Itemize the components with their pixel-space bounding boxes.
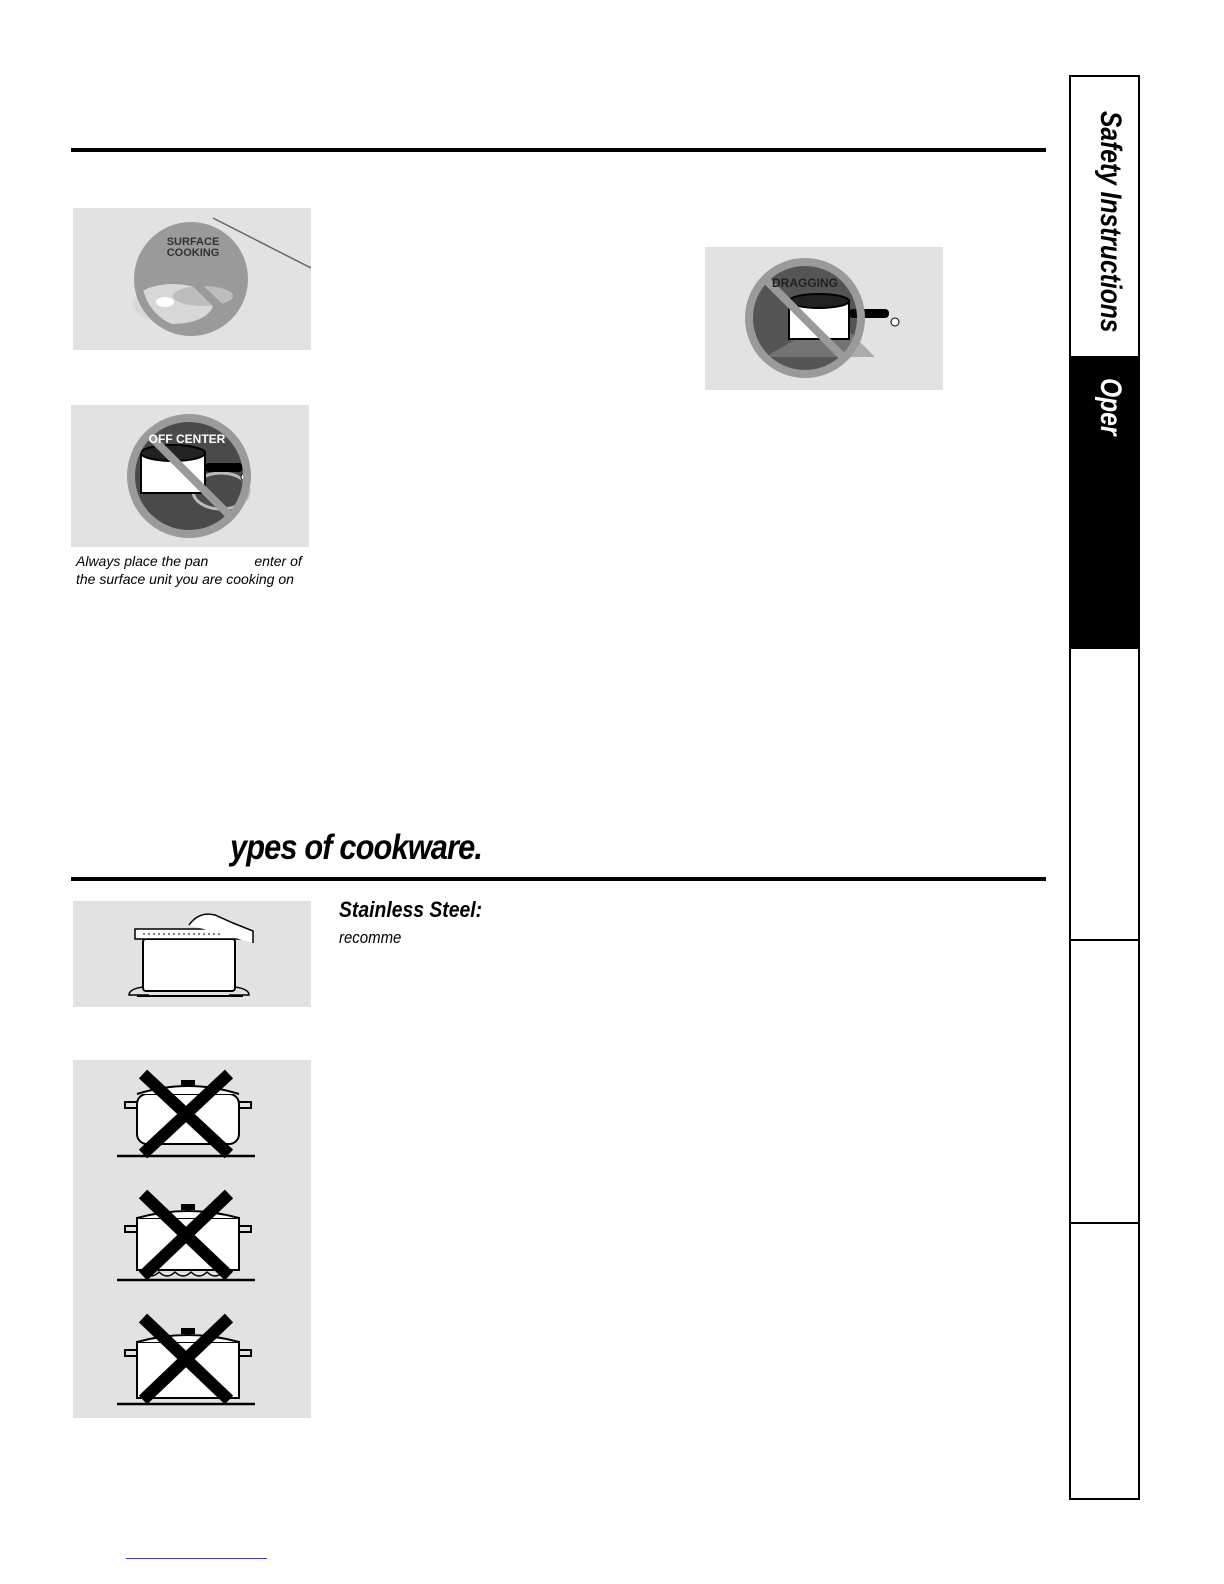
off-center-caption — [76, 552, 316, 588]
section-rule — [71, 877, 1046, 881]
stainless-steel-heading: Stainless Steel: — [339, 897, 483, 922]
unsuitable-pans-illustration — [73, 1060, 311, 1418]
ruler-pan-test-icon — [73, 901, 311, 1007]
no-dragging-icon — [705, 247, 943, 390]
caption-line1-part2: enter of — [254, 553, 302, 569]
off-center-label: OFF CENTER — [148, 432, 226, 446]
tab-safety-label: Safety Instructions — [1094, 111, 1127, 333]
top-rule — [71, 148, 1046, 152]
section-heading: ypes of cookware. — [230, 828, 483, 867]
off-center-illustration — [71, 405, 309, 547]
tab-blank-4[interactable] — [1071, 941, 1138, 1224]
dragging-label: DRAGGING — [772, 276, 838, 290]
surface-cooking-label-1: SURFACE — [166, 236, 220, 248]
no-surface-cooking-icon — [73, 208, 311, 350]
oversized-pan-icon — [117, 1318, 255, 1404]
surface-cooking-illustration — [73, 208, 311, 350]
tab-blank-5[interactable] — [1071, 1224, 1138, 1498]
rounded-bottom-pan-icon — [117, 1074, 255, 1156]
tab-safety-instructions[interactable] — [1071, 77, 1138, 358]
tab-blank-3[interactable] — [1071, 649, 1138, 941]
side-tabs — [1069, 75, 1140, 1500]
footer-link-underline[interactable] — [126, 1558, 267, 1559]
crossed-out-pans-icon — [73, 1060, 311, 1418]
tab-operating-label: Oper — [1094, 378, 1127, 436]
surface-cooking-label-2: COOKING — [166, 247, 220, 259]
tab-operating[interactable] — [1071, 358, 1138, 649]
flat-pan-test-illustration — [73, 901, 311, 1007]
no-off-center-pan-icon — [71, 405, 309, 547]
caption-line1-part1: Always place the pan — [76, 553, 209, 569]
stainless-steel-text: recomme — [339, 928, 402, 947]
dragging-illustration — [705, 247, 943, 390]
caption-line2: the surface unit you are cooking on — [76, 571, 294, 587]
warped-bottom-pan-icon — [117, 1194, 255, 1280]
